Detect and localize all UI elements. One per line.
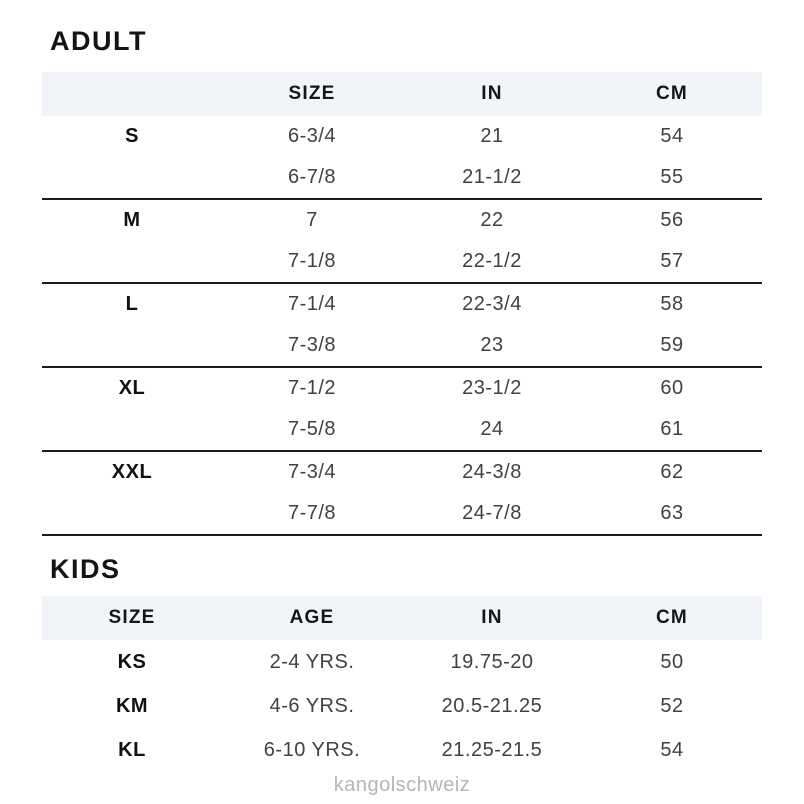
table-row <box>42 728 762 772</box>
cm-value: 63 <box>660 502 684 524</box>
inches-value: 24 <box>480 418 504 440</box>
hat-size-value: 7-7/8 <box>287 502 337 524</box>
inches-value: 20.5-21.25 <box>441 694 543 717</box>
table-row <box>42 368 762 409</box>
age-value: 2-4 YRS. <box>269 650 355 673</box>
hat-size-value: 7-1/4 <box>287 293 337 315</box>
inches-value: 21-1/2 <box>462 166 522 188</box>
hat-size-value: 6-3/4 <box>287 125 337 147</box>
cm-value: 57 <box>660 250 684 272</box>
size-label: KS <box>117 650 147 673</box>
adult-table-header-row <box>42 72 762 116</box>
watermark-text: kangolschweiz <box>333 774 471 796</box>
table-row <box>42 684 762 728</box>
kids-table-header-row <box>42 596 762 640</box>
inches-value: 23 <box>480 334 504 356</box>
age-value: 6-10 YRS. <box>263 738 361 761</box>
cm-value: 52 <box>660 694 684 717</box>
inches-value: 23-1/2 <box>462 377 522 399</box>
kids-header-cm: CM <box>656 607 688 628</box>
table-row <box>42 241 762 282</box>
kids-header-age: AGE <box>289 607 335 628</box>
inches-value: 19.75-20 <box>450 650 534 673</box>
kids-header-in: IN <box>481 607 503 628</box>
hat-size-value: 7-3/8 <box>287 334 337 356</box>
kids-section-title: KIDS <box>50 554 121 584</box>
size-label: S <box>125 125 139 147</box>
cm-value: 60 <box>660 377 684 399</box>
adult-section-title: ADULT <box>50 26 147 56</box>
cm-value: 50 <box>660 650 684 673</box>
adult-size-group-s <box>42 116 762 200</box>
adult-size-group-xxl <box>42 452 762 536</box>
hat-size-value: 7-1/8 <box>287 250 337 272</box>
inches-value: 21 <box>480 125 504 147</box>
adult-size-table <box>42 72 762 536</box>
inches-value: 22-1/2 <box>462 250 522 272</box>
inches-value: 22-3/4 <box>462 293 522 315</box>
size-label: M <box>123 209 141 231</box>
cm-value: 54 <box>660 738 684 761</box>
adult-header-in: IN <box>481 83 503 104</box>
adult-size-group-l <box>42 284 762 368</box>
cm-value: 54 <box>660 125 684 147</box>
size-label: XL <box>118 377 146 399</box>
adult-size-group-xl <box>42 368 762 452</box>
cm-value: 55 <box>660 166 684 188</box>
cm-value: 58 <box>660 293 684 315</box>
kids-size-table <box>42 596 762 772</box>
hat-size-value: 7 <box>306 209 318 231</box>
table-row <box>42 409 762 450</box>
size-label: XXL <box>111 461 153 483</box>
size-label: KM <box>115 694 149 717</box>
size-label: KL <box>118 738 146 761</box>
size-label: L <box>125 293 139 315</box>
hat-size-value: 7-5/8 <box>287 418 337 440</box>
table-row <box>42 640 762 684</box>
adult-header-size: SIZE <box>288 83 336 104</box>
inches-value: 24-3/8 <box>462 461 522 483</box>
age-value: 4-6 YRS. <box>269 694 355 717</box>
inches-value: 22 <box>480 209 504 231</box>
cm-value: 62 <box>660 461 684 483</box>
hat-size-value: 7-1/2 <box>287 377 337 399</box>
inches-value: 21.25-21.5 <box>441 738 543 761</box>
adult-size-group-m <box>42 200 762 284</box>
table-row <box>42 452 762 493</box>
cm-value: 56 <box>660 209 684 231</box>
kids-header-size: SIZE <box>108 607 156 628</box>
table-row <box>42 493 762 534</box>
table-row <box>42 325 762 366</box>
inches-value: 24-7/8 <box>462 502 522 524</box>
table-row <box>42 284 762 325</box>
adult-header-cm: CM <box>656 83 688 104</box>
table-row <box>42 200 762 241</box>
table-row <box>42 157 762 198</box>
hat-size-value: 7-3/4 <box>287 461 337 483</box>
hat-size-value: 6-7/8 <box>287 166 337 188</box>
cm-value: 59 <box>660 334 684 356</box>
cm-value: 61 <box>660 418 684 440</box>
table-row <box>42 116 762 157</box>
